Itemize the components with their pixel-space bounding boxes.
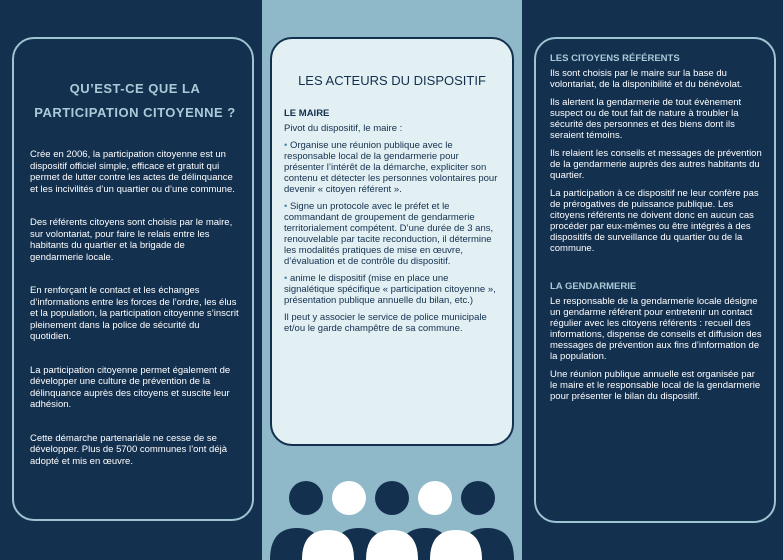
- actors-panel: [270, 37, 514, 446]
- intro-paragraph: Cette démarche partenariale ne cesse de se développer. Plus de 5700 communes l’ont déjà adopté et mis en œuvre.: [30, 432, 227, 467]
- roles-panel: [534, 37, 776, 523]
- bullet-icon: •: [284, 201, 290, 212]
- gendarmerie-paragraph: Une réunion publique annuelle est organisée par le maire et le responsable local de la gendarmerie pour présenter le bilan du dispositif.: [550, 369, 761, 402]
- mayor-bullet: • Signe un protocole avec le préfet et le commandant de groupement de gendarmerie territorialement compétent. D’une durée de 3 ans, renouvelable par tacite reconduction, il détermine les modalités pratiques de mise en œuvre, d’évaluation et de contrôle du dispositif.: [284, 201, 494, 267]
- mayor-bullet: • anime le dispositif (mise en place une signalétique spécifique « participation citoyenne », présentation publique annuelle du bilan, etc.): [284, 273, 496, 306]
- person-icon: [289, 481, 323, 515]
- person-icon: [332, 481, 366, 515]
- gendarmerie-paragraph: Le responsable de la gendarmerie locale désigne un gendarme référent pour entretenir un contact régulier avec les citoyens référents : recueil des informations, dispense de conseils et diffusion des messages de prévention aux fins d’information de la population.: [550, 296, 762, 362]
- referents-paragraph: Ils alertent la gendarmerie de tout évènement suspect ou de tout fait de nature à troubler la sécurité des personnes et des biens dont ils seraient témoins.: [550, 97, 742, 141]
- bullet-icon: •: [284, 140, 290, 151]
- person-icon: [375, 481, 409, 515]
- intro-paragraph: Crée en 2006, la participation citoyenne est un dispositif officiel simple, efficace et gratuit qui permet de lutter contre les actes de délinquance et les incivilités d’un quartier ou d’une commune.: [30, 149, 235, 195]
- bullet-icon: •: [284, 273, 290, 284]
- intro-paragraph: La participation citoyenne permet également de développer une culture de prévention de la délinquance auprès des citoyens et suscite leur adhésion.: [30, 364, 231, 410]
- people-group-icon: [262, 470, 522, 560]
- gendarmerie-heading: LA GENDARMERIE: [550, 281, 637, 292]
- mayor-closing: Il peut y associer le service de police municipale et/ou le garde champêtre de sa commune.: [284, 312, 487, 334]
- intro-panel: [12, 37, 254, 521]
- intro-paragraph: En renforçant le contact et les échanges d’informations entre les forces de l’ordre, les élus et la population, la participation citoyenne s’inscrit pleinement dans la police de sécurité du quotidien.: [30, 285, 239, 342]
- mayor-heading: LE MAIRE: [284, 108, 330, 119]
- actors-title: LES ACTEURS DU DISPOSITIF: [298, 73, 486, 88]
- intro-paragraph: Des référents citoyens sont choisis par le maire, sur volontariat, pour faire le relais entre les habitants du quartier et la brigade de gendarmerie locale.: [30, 217, 233, 263]
- mayor-intro: Pivot du dispositif, le maire :: [284, 123, 403, 134]
- person-icon: [461, 481, 495, 515]
- intro-title: QU’EST-CE QUE LA PARTICIPATION CITOYENNE ?: [34, 81, 236, 120]
- person-icon: [418, 481, 452, 515]
- referents-heading: LES CITOYENS RÉFÉRENTS: [550, 53, 680, 64]
- referents-paragraph: Ils sont choisis par le maire sur la base du volontariat, de la disponibilité et du bénévolat.: [550, 68, 743, 90]
- referents-paragraph: La participation à ce dispositif ne leur confère pas de prérogatives de puissance publique. Les citoyens référents ne doivent donc en aucun cas procéder par eux-mêmes ou être intégrés à des dispositifs de surveillance du quartier ou de la commune.: [550, 188, 759, 254]
- referents-paragraph: Ils relaient les conseils et messages de prévention de la gendarmerie auprès des autres habitants du quartier.: [550, 148, 762, 181]
- mayor-bullet: • Organise une réunion publique avec le responsable local de la gendarmerie pour présenter l’intérêt de la démarche, expliciter son contenu et détecter les personnes volontaires pour devenir « citoyen référent ».: [284, 140, 498, 195]
